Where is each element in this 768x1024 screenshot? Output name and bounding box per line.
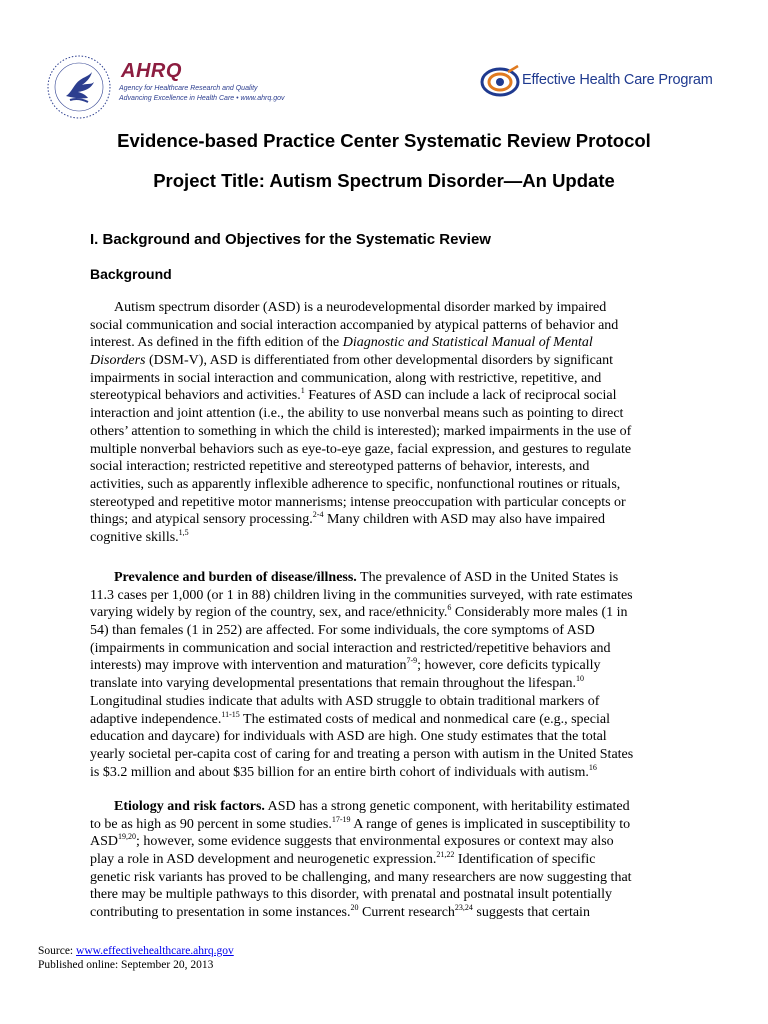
paragraph-etiology bbox=[90, 798, 690, 922]
citation-superscript: 6 bbox=[447, 603, 452, 613]
text-line: Prevalence and burden of disease/illness. The prevalence of ASD in the United States is bbox=[114, 570, 619, 585]
ahrq-wordmark: AHRQ bbox=[121, 60, 182, 82]
text-line: others’ attention to something in which the child is interested); marked impairments in the use of bbox=[90, 423, 632, 439]
ehc-program-name: Effective Health Care Program bbox=[522, 72, 713, 88]
text-line: 54) than females (1 in 252) are affected. For some individuals, the core symptoms of ASD bbox=[90, 623, 595, 639]
text-line: (impairments in communication and social interaction and restricted/repetitive behaviors and bbox=[90, 640, 611, 656]
text-line: social interaction; restricted repetitive and stereotyped patterns of behavior, interests, and bbox=[90, 459, 590, 475]
text-line: varying widely by region of the country, sex, and race/ethnicity.$^6$ Considerably more males (1 in bbox=[90, 603, 628, 621]
citation-superscript: 23,24 bbox=[454, 903, 473, 913]
source-link[interactable]: www.effectivehealthcare.ahrq.gov bbox=[76, 945, 234, 957]
ahrq-tagline: Agency for Healthcare Research and Quality bbox=[119, 85, 258, 92]
text-line: impairments in social interaction and communication, along with restrictive, repetitive, and bbox=[90, 370, 602, 386]
text-line: cognitive skills.$^{1,5}$ bbox=[90, 527, 189, 545]
citation-superscript: 10 bbox=[575, 674, 584, 684]
text-line: genetic risk variants has proved to be challenging, and many researchers are now suggesting that bbox=[90, 869, 632, 885]
text-line: Etiology and risk factors. ASD has a strong genetic component, with heritability estimated bbox=[114, 799, 630, 814]
ahrq-subtagline: Advancing Excellence in Health Care • www.ahrq.gov bbox=[119, 95, 285, 102]
citation-superscript: 11-15 bbox=[221, 709, 240, 719]
text-line: there may be multiple pathways to this disorder, with prenatal and postnatal insult potentially bbox=[90, 887, 612, 903]
text-line: is $3.2 million and about $35 billion for an entire birth cohort of individuals with autism.$^{16}$ bbox=[90, 762, 597, 780]
text-line: translate into varying developmental presentations that remain throughout the lifespan.$^{10}$ bbox=[90, 674, 584, 692]
project-title: Project Title: Autism Spectrum Disorder—An Update bbox=[153, 170, 615, 191]
text-line: to be as high as 90 percent in some studies.$^{17-19}$ A range of genes is implicated in susceptibility to bbox=[90, 814, 631, 832]
subheading-background: Background bbox=[90, 266, 172, 282]
text-line: education and daycare) for individuals with ASD are high. One study estimates that the total bbox=[90, 729, 607, 745]
text-line: ASD$^{19,20}$; however, some evidence suggests that environmental exposures or context may also bbox=[90, 832, 614, 850]
citation-superscript: 1 bbox=[300, 386, 305, 396]
citation-superscript: 2-4 bbox=[312, 510, 324, 520]
page-footer bbox=[38, 944, 234, 972]
ehc-program-logo bbox=[478, 62, 713, 102]
citation-superscript: 19,20 bbox=[118, 832, 137, 842]
run-in-heading: Prevalence and burden of disease/illness. bbox=[114, 570, 357, 585]
text-line: things; and atypical sensory processing.$^{2-4}$ Many children with ASD may also have impaired bbox=[90, 510, 605, 528]
text-line: multiple nonverbal behaviors such as eye-to-eye gaze, facial expression, and gestures to regulate bbox=[90, 441, 632, 457]
text-line: play a role in ASD development and neurogenetic expression.$^{21,22}$ Identification of specific bbox=[90, 850, 596, 868]
text-line: adaptive independence.$^{11-15}$ The estimated costs of medical and nonmedical care (e.g., special bbox=[90, 709, 610, 727]
source-line: Source: www.effectivehealthcare.ahrq.gov bbox=[38, 945, 234, 957]
ahrq-logo bbox=[117, 60, 287, 110]
citation-superscript: 20 bbox=[350, 903, 359, 913]
citation-superscript: 16 bbox=[588, 762, 597, 772]
text-line: Autism spectrum disorder (ASD) is a neurodevelopmental disorder marked by impaired bbox=[114, 300, 607, 315]
citation-superscript: 1,5 bbox=[178, 527, 189, 537]
paragraph-background bbox=[90, 299, 690, 547]
text-line: interests) may improve with intervention and maturation$^{7-9}$; however, core deficits typically bbox=[90, 656, 601, 674]
text-line: social communication and social interaction accompanied by atypical patterns of behavior and bbox=[90, 317, 619, 333]
citation-superscript: 7-9 bbox=[406, 656, 418, 666]
paragraph-prevalence bbox=[90, 569, 690, 781]
dsm-title-italic: Diagnostic and Statistical Manual of Mental bbox=[342, 335, 593, 351]
document-title: Evidence-based Practice Center Systematic Review Protocol bbox=[117, 130, 651, 151]
text-line: stereotyped and repetitive motor mannerisms; intense preoccupation with particular concepts or bbox=[90, 494, 626, 510]
text-line: yearly societal per-capita cost of caring for and treating a person with autism in the United States bbox=[90, 746, 634, 762]
run-in-heading: Etiology and risk factors. bbox=[114, 799, 265, 814]
text-line: interaction and joint attention (i.e., the ability to use nonverbal means such as pointing to direct bbox=[90, 406, 624, 422]
text-line: contributing to presentation in some instances.$^{20}$ Current research$^{23,24}$ suggests that certain bbox=[90, 903, 590, 921]
ehc-swirl-icon bbox=[478, 62, 522, 102]
citation-superscript: 21,22 bbox=[436, 850, 455, 860]
section-heading: I. Background and Objectives for the Systematic Review bbox=[90, 231, 491, 248]
text-line: activities, such as apparently inflexible adherence to specific, nonfunctional routines or rituals, bbox=[90, 476, 621, 492]
citation-superscript: 17-19 bbox=[331, 814, 351, 824]
text-line: stereotypical behaviors and activities.$^1$ Features of ASD can include a lack of reciprocal social bbox=[90, 386, 617, 404]
hhs-seal-logo bbox=[44, 52, 114, 122]
text-line: Longitudinal studies indicate that adults with ASD struggle to obtain traditional markers of bbox=[90, 693, 600, 709]
published-date: Published online: September 20, 2013 bbox=[38, 959, 214, 971]
text-line: 11.3 cases per 1,000 (or 1 in 88) children living in the communities surveyed, with rate estimates bbox=[90, 587, 633, 603]
text-line: Disorders (DSM-V), ASD is differentiated from other developmental disorders by significant bbox=[90, 353, 613, 369]
text-line: interest. As defined in the fifth edition of the Diagnostic and Statistical Manual of Mental bbox=[90, 335, 593, 351]
